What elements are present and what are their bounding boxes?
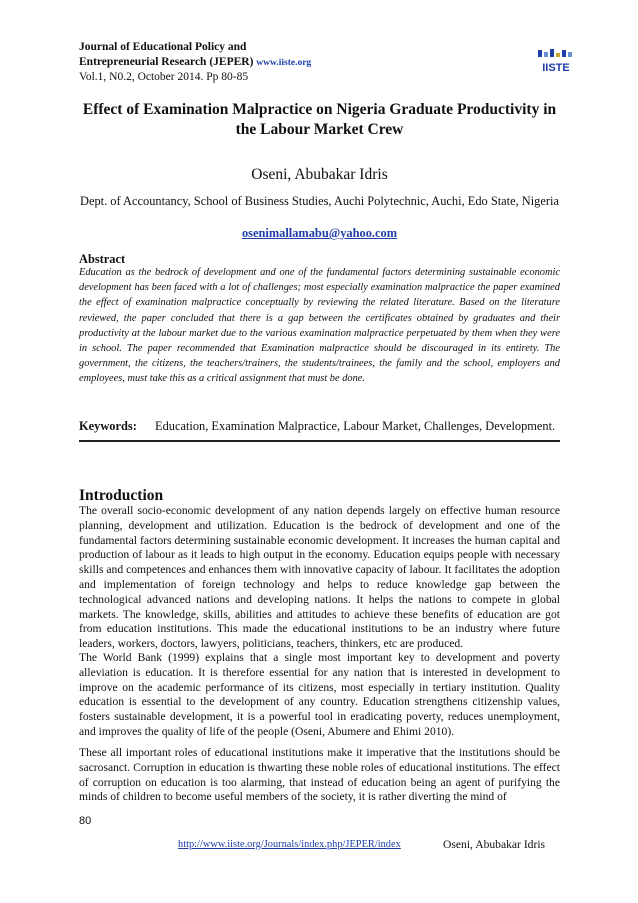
footer-author: Oseni, Abubakar Idris xyxy=(443,838,546,851)
journal-website-link[interactable]: www.iiste.org xyxy=(256,57,312,68)
journal-name-line1: Journal of Educational Policy and xyxy=(79,41,247,53)
author-affiliation: Dept. of Accountancy, School of Business Studies, Auchi Polytechnic, Auchi, Edo State, Nigeria xyxy=(80,194,559,208)
abstract-text: Education as the bedrock of development and one of the fundamental factors determining sustainable economic development has been faced with a lot of challenges; most especially examination malpractice the paper examined the effect of examination malpractice conceptually by reviewing the related literature. Based on the literature reviewed, the paper concluded that there is a gap between the certificates obtained by graduates and their productivity at the labour market due to the various examination malpractice perpetuated by them when they were in school. The paper recommended that Examination malpractice should be discouraged in its entirety. The government, the citizens, the teachers/trainers, the students/trainees, the family and the school, employers and employees, must take this as a critical assignment that must be done. xyxy=(79,267,560,385)
logo-text: IISTE xyxy=(542,62,570,74)
footer-journal-link[interactable]: http://www.iiste.org/Journals/index.php/JEPER/index xyxy=(178,839,401,850)
keywords-label: Keywords: xyxy=(79,419,137,433)
intro-paragraph-1: The overall socio-economic development of any nation depends largely on effective human resource planning, development and utilization. Education is the bedrock of development and one of the fundamental factors determining sustainable economic development. It increases the human capital and production of labour as it leads to high output in the economy. Education equips people with necessary skills and competences and enhances them with innovative capacity of labour. It facilitates the adoption and implementation of foreign technology and helps to reduce knowledge gap between the technological advanced nations and developing nations. It helps the nations to compete in global markets. The knowledge, skills, abilities and attitudes to achieve these benefits of education are got from education institutions. This made the educational institutions to be an industry where future leaders, workers, doctors, lawyers, politicians, teachers, thinkers, etc are produced. xyxy=(79,504,560,651)
iiste-logo xyxy=(536,48,576,74)
page-number: 80 xyxy=(79,815,92,827)
keywords-line xyxy=(79,419,555,434)
journal-volume: Vol.1, N0.2, October 2014. Pp 80-85 xyxy=(79,71,249,84)
journal-name-line2: Entrepreneurial Research (JEPER) xyxy=(79,55,254,68)
abstract-heading: Abstract xyxy=(79,252,126,266)
journal-header xyxy=(79,40,311,85)
keywords-text: Education, Examination Malpractice, Labour Market, Challenges, Development. xyxy=(155,419,556,433)
intro-paragraph-3: These all important roles of educational institutions make it imperative that the institutions should be sacrosanct. Corruption in education is thwarting these noble roles of educational institutions. The effect of corruption on education is too alarming, that instead of education being an agent of purifying the minds of children to become useful members of the society, it is rather diverting the mind of xyxy=(79,746,560,804)
intro-paragraph-2: The World Bank (1999) explains that a single most important key to development and poverty alleviation is education. It is therefore essential for any nation that is interested in development to improve on the academic performance of its citizens, most especially in tertiary institution. Quality education is essential to the development of any country. Education strengthens citizenship values, fosters sustainable development, it is a powerful tool in eradicating poverty, reduces unemployment, and improves the quality of life of the people (Oseni, Abumere and Ehimi 2010). xyxy=(79,651,560,738)
paper-title: Effect of Examination Malpractice on Nigeria Graduate Productivity in the Labour Market Crew xyxy=(82,101,557,138)
author-email-link[interactable]: osenimallamabu@yahoo.com xyxy=(241,226,398,240)
introduction-heading: Introduction xyxy=(79,487,164,504)
paper-author: Oseni, Abubakar Idris xyxy=(251,166,388,183)
section-divider xyxy=(79,440,560,442)
